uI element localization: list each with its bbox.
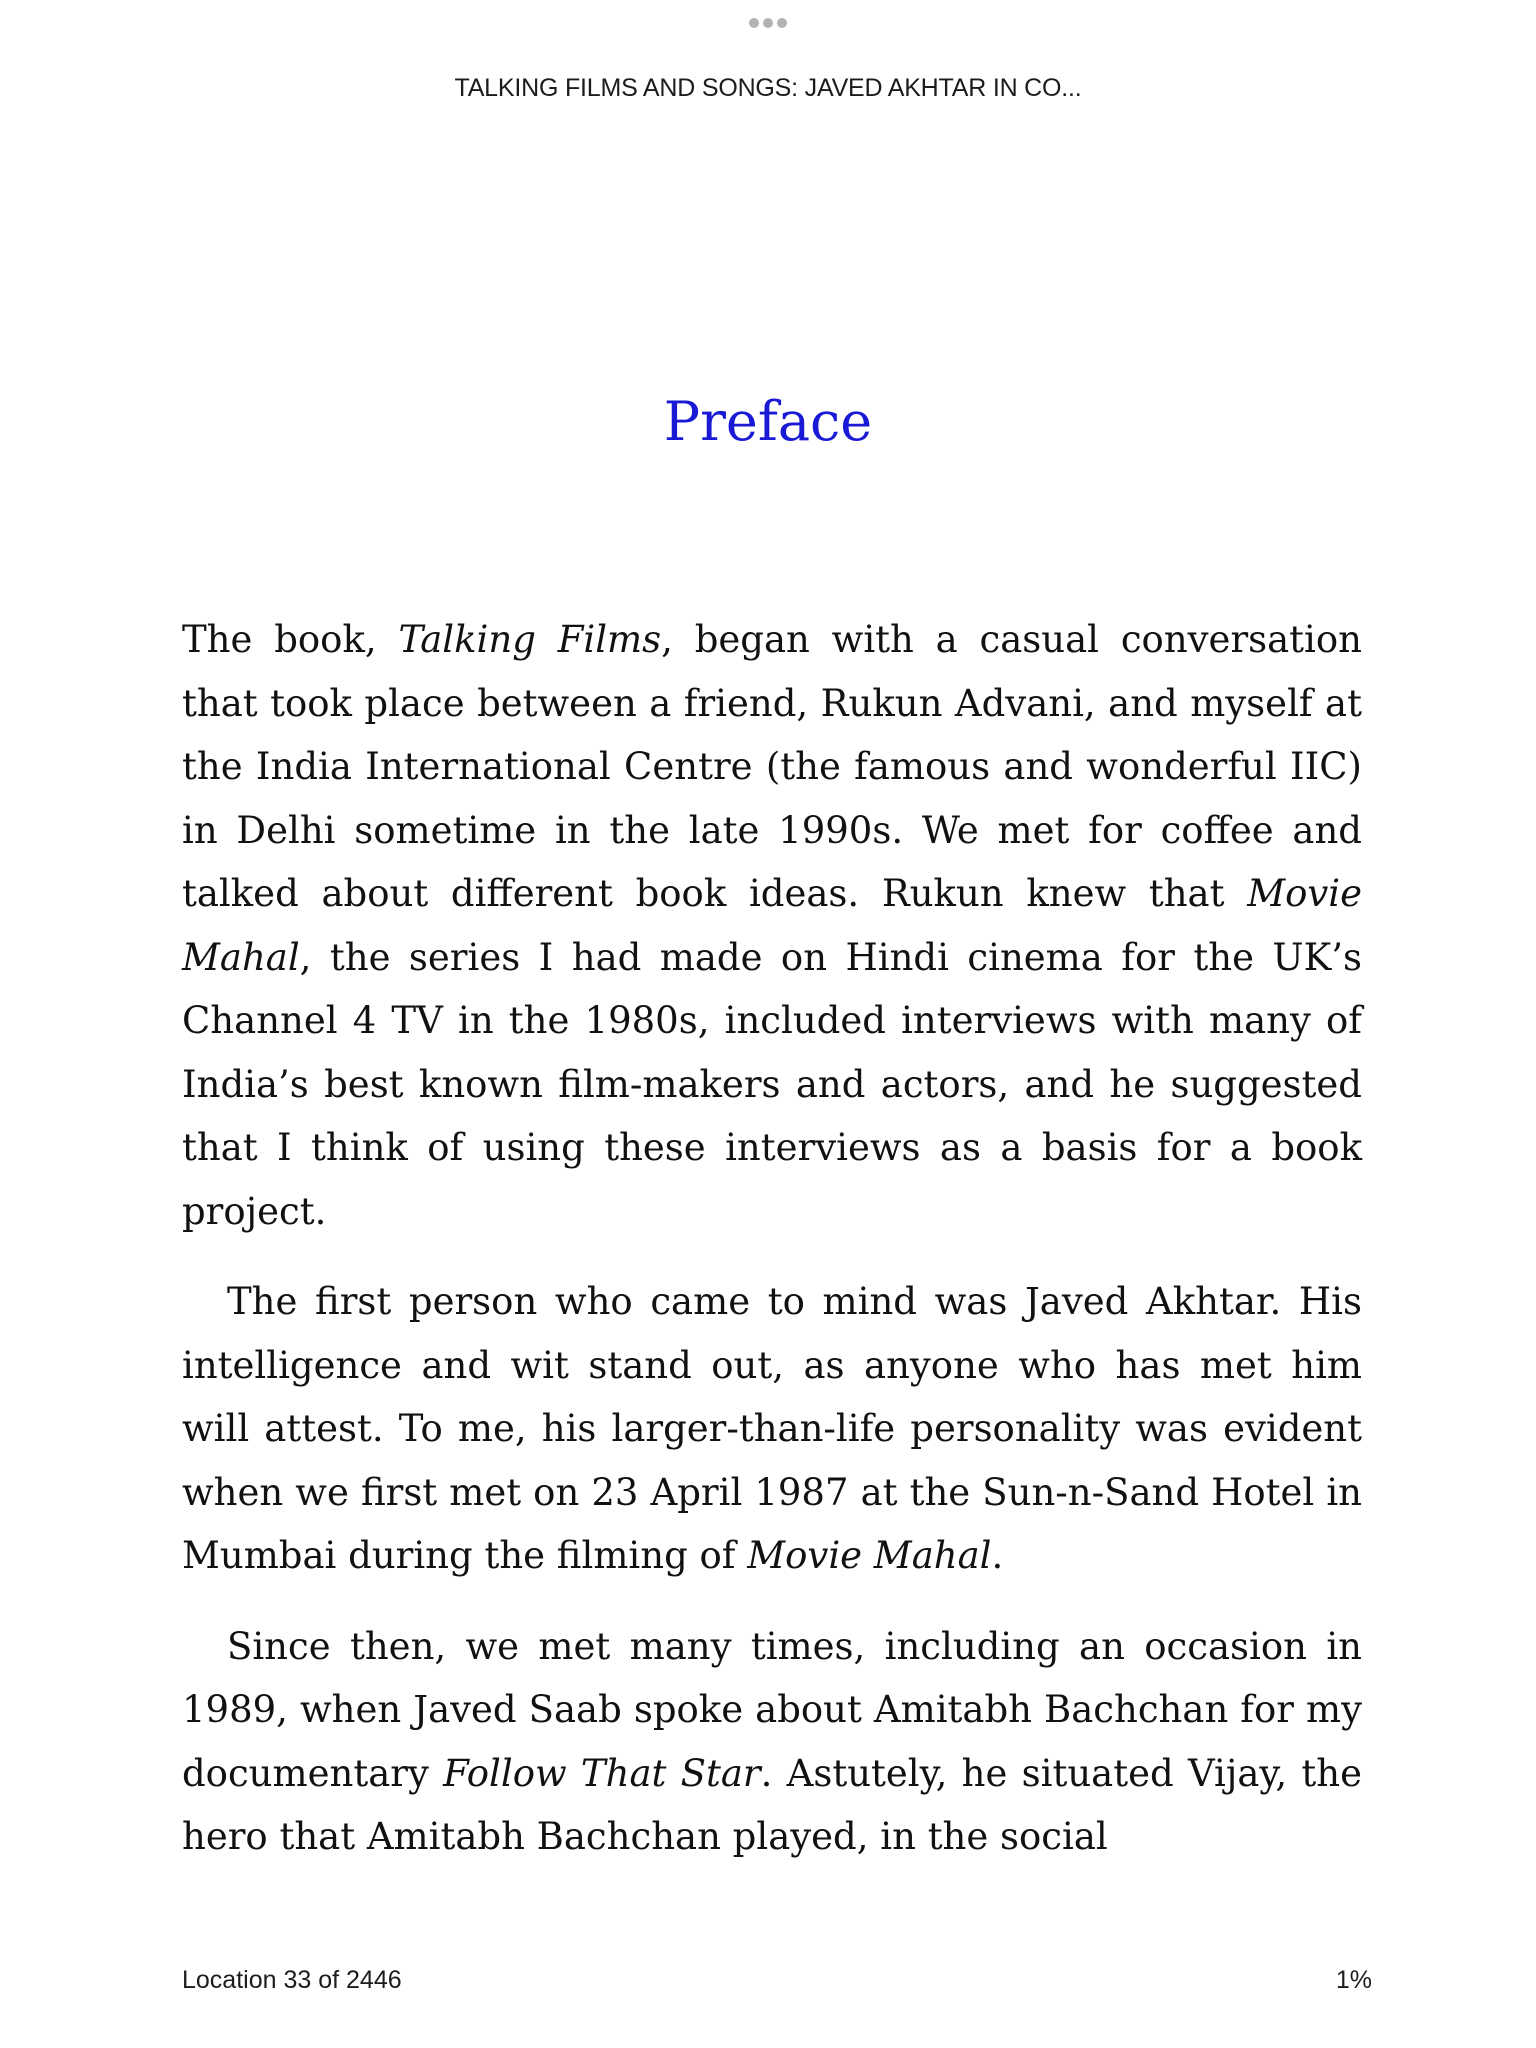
chapter-title: Preface [663,390,873,453]
text-segment: . [991,1534,1004,1577]
reading-progress-footer[interactable] [182,1966,1372,1995]
handle-dot-icon [763,18,773,28]
text-segment: Since then, we met many times, including an occasion in 1989, when Javed Saab spoke about Amitabh Bachchan for my documentary [182,1624,1362,1795]
italic-text-segment: Follow That Star [443,1751,761,1795]
percent-read: 1% [1335,1966,1372,1994]
handle-dot-icon [777,18,787,28]
text-segment: The book, [182,618,399,661]
location-indicator[interactable]: Location 33 of 2446 [182,1966,402,1994]
italic-text-segment: Movie Mahal [182,872,1362,979]
text-segment: , the series I had made on Hindi cinema for the UK’s Channel 4 TV in the 1980s, included interviews with many of India’s best known film-makers and actors, and he suggested that I think of using these interviews as a basis for a book project. [182,935,1362,1233]
text-segment: The first person who came to mind was Javed Akhtar. His intelligence and wit stand out, as anyone who has met him will attest. To me, his larger-than-life personality was evident when we first met on 23 April 1987 at the Sun-n-Sand Hotel in Mumbai during the filming of [182,1280,1362,1577]
text-segment: , began with a casual conversation that took place between a friend, Rukun Advani, and myself at the India International Centre (the famous and wonderful IIC) in Delhi sometime in the late 1990s. We met for coffee and talked about different book ideas. Rukun knew that [182,618,1362,915]
paragraph [182,608,1362,1243]
paragraph [182,1270,1362,1588]
text-segment: . Astutely, he situated Vijay, the hero that Amitabh Bachchan played, in the social [182,1751,1363,1858]
italic-text-segment: Movie Mahal [747,1534,992,1577]
handle-dot-icon [749,18,759,28]
italic-text-segment: Talking Films [398,618,662,661]
book-title[interactable]: TALKING FILMS AND SONGS: JAVED AKHTAR IN CO... [454,74,1082,102]
more-options-handle[interactable] [0,18,1536,28]
page-body[interactable] [182,608,1362,1896]
paragraph [182,1615,1362,1869]
